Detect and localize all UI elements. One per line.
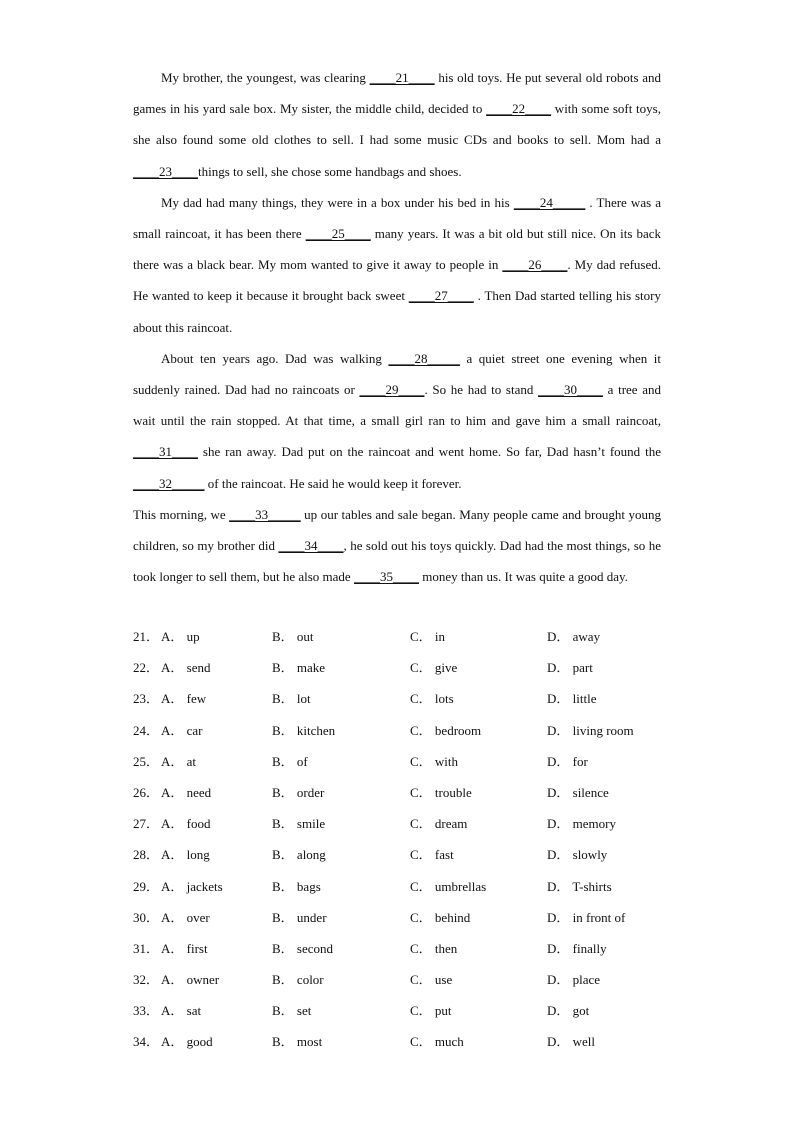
passage-paragraph: [133, 499, 661, 593]
answer-blank: ____24_____: [513, 194, 586, 210]
option-a: A． car: [161, 722, 203, 738]
passage-text: a quiet street one evening when it suddenly rained. Dad had no raincoats or: [133, 350, 661, 398]
question-number: 25．: [133, 753, 160, 769]
question-row: [133, 871, 663, 902]
question-row: [133, 715, 663, 746]
option-d: D． away: [547, 629, 601, 644]
passage-text: About ten years ago. Dad was walking: [161, 350, 389, 366]
option-b: B． color: [272, 972, 324, 988]
option-d: D． silence: [547, 784, 609, 800]
option-c: C． bedroom: [410, 722, 482, 738]
question-number: 34．: [133, 1034, 160, 1050]
answer-blank: ____23____: [133, 163, 198, 179]
question-row: [133, 933, 663, 964]
passage-text: My brother, the youngest, was clearing: [161, 70, 370, 85]
option-a: A． food: [161, 816, 211, 832]
option-b: B． out: [272, 629, 314, 644]
option-b: B． make: [272, 660, 326, 676]
option-a: A． sat: [161, 1003, 202, 1019]
option-a: A． first: [161, 940, 208, 956]
option-c: C． in: [410, 629, 446, 644]
question-row: [133, 746, 663, 777]
passage-text: money than us. It was quite a good day.: [418, 569, 628, 585]
answer-blank: ____27____: [408, 288, 474, 304]
option-d: D． T-shirts: [547, 878, 612, 894]
option-a: A． over: [161, 909, 210, 925]
option-c: C． fast: [410, 847, 454, 863]
answer-blank: ____29____: [359, 382, 425, 398]
option-a: A． long: [161, 847, 210, 863]
option-c: C． behind: [410, 909, 471, 925]
option-d: D． well: [547, 1034, 596, 1050]
passage-text: This morning, we: [133, 506, 230, 522]
option-b: B． most: [272, 1034, 323, 1050]
option-b: B． smile: [272, 816, 326, 832]
passage-text: up our tables and sale began. Many people came and brought young children, so my brother did: [133, 506, 661, 554]
answer-blank: ____32_____: [133, 475, 205, 491]
option-a: A． need: [161, 784, 212, 800]
option-a: A． at: [161, 753, 197, 769]
passage-text: with some soft toys, she also found some old clothes to sell. I had some music CDs and books to sell. Mom had a: [133, 101, 661, 148]
option-c: C． umbrellas: [410, 878, 487, 894]
question-number: 31．: [133, 940, 160, 956]
question-number: 24．: [133, 722, 160, 738]
option-c: C． give: [410, 660, 458, 676]
option-a: A． owner: [161, 972, 220, 988]
answer-blank: ____28_____: [388, 350, 460, 366]
answer-options: [133, 621, 663, 1058]
option-a: A． jackets: [161, 878, 223, 894]
option-b: B． order: [272, 784, 325, 800]
question-number: 26．: [133, 784, 160, 800]
question-row: [133, 902, 663, 933]
question-row: [133, 995, 663, 1026]
answer-blank: ____33_____: [229, 506, 301, 522]
cloze-passage: [133, 62, 661, 592]
question-number: 32．: [133, 972, 160, 988]
option-d: D． finally: [547, 940, 607, 956]
option-c: C． use: [410, 972, 453, 988]
option-c: C． lots: [410, 691, 454, 707]
question-number: 21．: [133, 629, 160, 644]
question-row: [133, 839, 663, 870]
passage-text: , he sold out his toys quickly. Dad had the most things, so he took longer to sell them, but he also made: [133, 538, 661, 585]
passage-text: . So he had to stand: [424, 382, 538, 398]
option-c: C． put: [410, 1003, 452, 1019]
question-number: 27．: [133, 816, 160, 832]
passage-paragraph: [133, 187, 661, 343]
option-b: B． second: [272, 940, 334, 956]
question-number: 22．: [133, 660, 160, 676]
answer-blank: ____30____: [538, 382, 603, 398]
option-d: D． for: [547, 753, 588, 769]
answer-blank: ____26____: [502, 257, 568, 273]
passage-text: . There was a small raincoat, it has been there: [133, 194, 662, 242]
passage-text: many years. It was a bit old but still nice. On its back there was a black bear. My mom wanted to give it away to people in: [133, 226, 661, 273]
option-d: D． slowly: [547, 847, 608, 863]
option-c: C． much: [410, 1034, 464, 1050]
answer-blank: ____21____: [369, 70, 435, 85]
option-d: D． in front of: [547, 909, 626, 925]
question-row: [133, 1026, 663, 1057]
option-c: C． then: [410, 940, 458, 956]
option-d: D． little: [547, 691, 597, 707]
answer-blank: ____35____: [353, 569, 419, 585]
option-b: B． kitchen: [272, 722, 336, 738]
option-c: C． with: [410, 753, 459, 769]
option-d: D． living room: [547, 722, 634, 738]
question-number: 29．: [133, 878, 160, 894]
option-c: C． dream: [410, 816, 468, 832]
question-number: 33．: [133, 1003, 160, 1019]
option-b: B． of: [272, 753, 308, 769]
passage-text: My dad had many things, they were in a box under his bed in his: [161, 194, 514, 210]
option-d: D． part: [547, 660, 593, 676]
option-d: D． got: [547, 1003, 590, 1019]
passage-text: . Then Dad started telling his story about this raincoat.: [133, 288, 661, 335]
question-row: [133, 808, 663, 839]
question-row: [133, 964, 663, 995]
option-d: D． place: [547, 972, 601, 988]
answer-blank: ____25____: [305, 226, 371, 242]
option-b: B． set: [272, 1003, 312, 1019]
passage-paragraph: [133, 62, 661, 187]
option-a: A． few: [161, 691, 207, 707]
option-a: A． up: [161, 629, 200, 644]
question-number: 28．: [133, 847, 160, 863]
passage-text: she ran away. Dad put on the raincoat and went home. So far, Dad hasn’t found the: [198, 444, 661, 460]
question-row: [133, 621, 663, 652]
option-a: A． good: [161, 1034, 213, 1050]
option-d: D． memory: [547, 816, 616, 832]
option-c: C． trouble: [410, 784, 472, 800]
passage-text: things to sell, she chose some handbags and shoes.: [198, 163, 462, 179]
option-b: B． under: [272, 909, 327, 925]
option-b: B． bags: [272, 878, 321, 894]
option-b: B． along: [272, 847, 326, 863]
option-a: A． send: [161, 660, 211, 676]
passage-text: . My dad refused. He wanted to keep it because it brought back sweet: [133, 257, 661, 304]
passage-text: of the raincoat. He said he would keep it forever.: [204, 475, 462, 491]
passage-text: a tree and wait until the rain stopped. At that time, a small girl ran to him and gave him a small raincoat,: [133, 382, 661, 429]
passage-paragraph: [133, 343, 661, 499]
answer-blank: ____34____: [278, 538, 344, 554]
question-number: 30．: [133, 909, 160, 925]
passage-text: his old toys. He put several old robots and games in his yard sale box. My sister, the middle child, decided to: [133, 70, 661, 117]
answer-blank: ____31____: [133, 444, 198, 460]
option-b: B． lot: [272, 691, 311, 707]
question-row: [133, 652, 663, 683]
answer-blank: ____22____: [486, 101, 552, 117]
question-row: [133, 683, 663, 714]
question-row: [133, 777, 663, 808]
question-number: 23．: [133, 691, 160, 707]
